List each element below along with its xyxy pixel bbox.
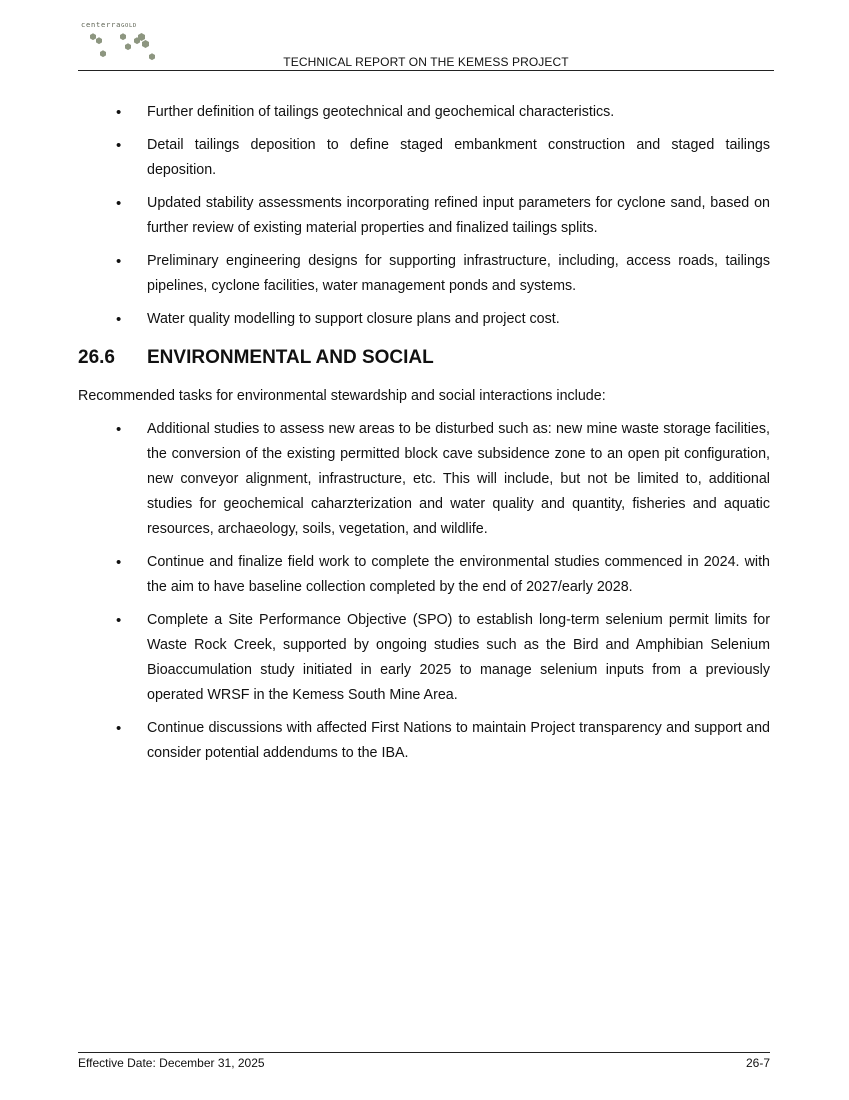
page-number: 26-7 [745, 1056, 770, 1070]
effective-date: Effective Date: December 31, 2025 [78, 1056, 265, 1070]
section-heading [78, 344, 770, 372]
list-item: • Further definition of tailings geotechnical and geochemical characteristics. [147, 100, 770, 125]
logo-subtext: GOLD [121, 23, 137, 29]
list-item: • Detail tailings deposition to define staged embankment construction and staged tailings deposition. [147, 133, 770, 183]
list-item: • Continue and finalize field work to complete the environmental studies commenced in 2024. with the aim to have baseline collection completed by the end of 2027/early 2028. [147, 550, 770, 600]
report-title: TECHNICAL REPORT ON THE KEMESS PROJECT [283, 55, 569, 69]
list-item: • Updated stability assessments incorporating refined input parameters for cyclone sand, based on further review of existing material properties and finalized tailings splits. [147, 191, 770, 241]
bullet-list-environmental [78, 417, 770, 766]
section-intro: Recommended tasks for environmental stewardship and social interactions include: [78, 388, 606, 404]
page-header [78, 20, 774, 71]
bullet-list-tailings [78, 100, 770, 332]
list-item: • Complete a Site Performance Objective (SPO) to establish long-term selenium permit limits for Waste Rock Creek, supported by ongoing studies such as the Bird and Amphibian Selenium Bioaccumulation study initiated in early 2025 to manage selenium inputs from a previously operated WRSF in the Kemess South Mine Area. [147, 608, 770, 708]
logo-text: centerra [81, 21, 122, 29]
list-item: • Water quality modelling to support closure plans and project cost. [147, 307, 770, 332]
page-body [78, 100, 770, 774]
page-footer [78, 1052, 770, 1070]
logo-wordmark [81, 21, 137, 29]
section-title: ENVIRONMENTAL AND SOCIAL [147, 347, 434, 368]
list-item: • Additional studies to assess new areas to be disturbed such as: new mine waste storage facilities, the conversion of the existing permitted block cave subsidence zone to an open pit configuration, new conveyor alignment, infrastructure, etc. This will include, but not be limited to, additional studies for geochemical caharzterization and water quality and quantity, fisheries and aquatic resources, archaeology, soils, vegetation, and wildlife. [147, 417, 770, 542]
list-item: • Preliminary engineering designs for supporting infrastructure, including, access roads, tailings pipelines, cyclone facilities, water management ponds and systems. [147, 249, 770, 299]
list-item: • Continue discussions with affected First Nations to maintain Project transparency and support and consider potential addendums to the IBA. [147, 716, 770, 766]
section-number: 26.6 [78, 347, 115, 368]
